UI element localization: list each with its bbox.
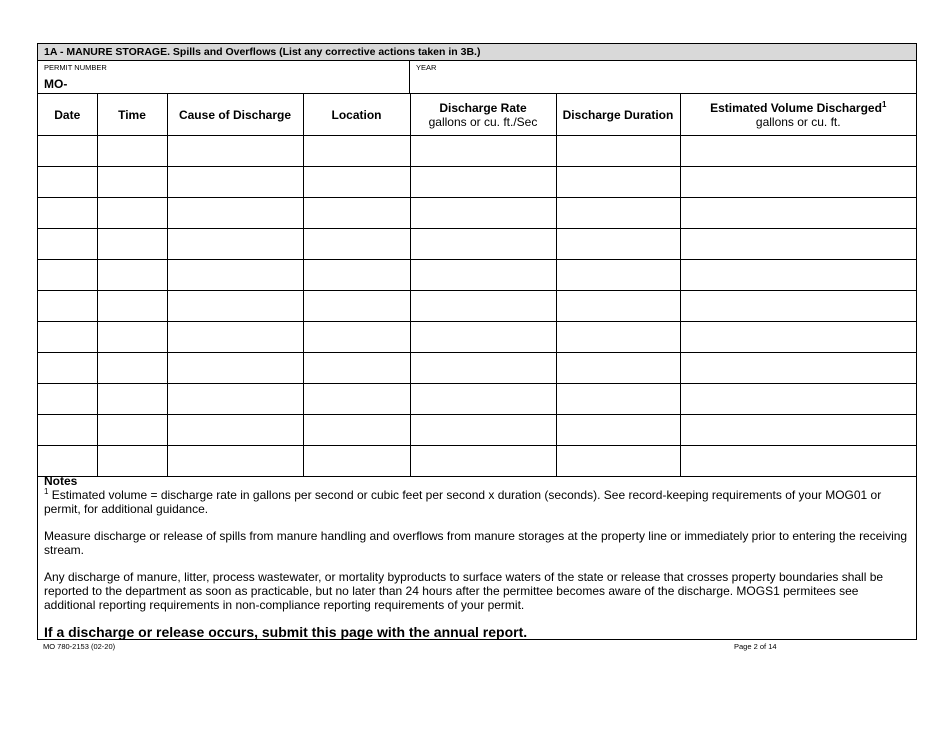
manure-storage-form <box>37 43 917 640</box>
cell-duration[interactable] <box>556 167 680 198</box>
table-row <box>38 136 916 167</box>
table-row <box>38 167 916 198</box>
cell-volume[interactable] <box>680 198 916 229</box>
cell-duration[interactable] <box>556 353 680 384</box>
cell-volume[interactable] <box>680 291 916 322</box>
cell-location[interactable] <box>303 353 410 384</box>
header-row <box>38 94 916 136</box>
cell-volume[interactable] <box>680 260 916 291</box>
notes-section <box>44 474 910 625</box>
cell-rate[interactable] <box>410 322 556 353</box>
cell-rate[interactable] <box>410 260 556 291</box>
cell-date[interactable] <box>38 291 97 322</box>
permit-number-value: MO- <box>44 77 68 91</box>
cell-date[interactable] <box>38 415 97 446</box>
cell-volume[interactable] <box>680 167 916 198</box>
cell-volume[interactable] <box>680 446 916 477</box>
cell-duration[interactable] <box>556 198 680 229</box>
cell-time[interactable] <box>97 322 167 353</box>
cell-cause[interactable] <box>167 353 303 384</box>
cell-duration[interactable] <box>556 291 680 322</box>
cell-duration[interactable] <box>556 415 680 446</box>
cell-volume[interactable] <box>680 415 916 446</box>
notes-heading: Notes <box>44 474 78 488</box>
cell-cause[interactable] <box>167 446 303 477</box>
discharge-table <box>38 93 916 477</box>
table-row <box>38 260 916 291</box>
header-discharge-rate-unit: gallons or cu. ft./Sec <box>428 114 538 129</box>
cell-cause[interactable] <box>167 291 303 322</box>
cell-duration[interactable] <box>556 446 680 477</box>
cell-duration[interactable] <box>556 260 680 291</box>
header-discharge-duration: Discharge Duration <box>556 94 680 136</box>
submit-instruction: If a discharge or release occurs, submit this page with the annual report. <box>44 624 528 640</box>
header-location: Location <box>303 94 410 136</box>
cell-duration[interactable] <box>556 322 680 353</box>
footnote-text: $^1$ Estimated volume = discharge rate in gallons per second or cubic feet per second x duration (seconds). See record-keeping requirements of your MOG01 or permit, for additional guidance. <box>44 487 882 516</box>
cell-time[interactable] <box>97 167 167 198</box>
cell-time[interactable] <box>97 446 167 477</box>
permit-number-field[interactable] <box>38 61 410 93</box>
cell-cause[interactable] <box>167 198 303 229</box>
cell-date[interactable] <box>38 384 97 415</box>
cell-rate[interactable] <box>410 167 556 198</box>
cell-duration[interactable] <box>556 229 680 260</box>
cell-date[interactable] <box>38 136 97 167</box>
header-time: Time <box>97 94 167 136</box>
cell-date[interactable] <box>38 353 97 384</box>
permit-number-label: PERMIT NUMBER <box>44 63 107 72</box>
cell-cause[interactable] <box>167 260 303 291</box>
table-row <box>38 384 916 415</box>
cell-cause[interactable] <box>167 136 303 167</box>
cell-time[interactable] <box>97 136 167 167</box>
cell-time[interactable] <box>97 198 167 229</box>
header-estimated-volume: Estimated Volume Discharged$^1$ gallons or cu. ft. <box>680 94 916 136</box>
cell-date[interactable] <box>38 322 97 353</box>
header-cause: Cause of Discharge <box>167 94 303 136</box>
cell-date[interactable] <box>38 446 97 477</box>
table-row <box>38 198 916 229</box>
cell-date[interactable] <box>38 167 97 198</box>
cell-date[interactable] <box>38 229 97 260</box>
cell-date[interactable] <box>38 260 97 291</box>
table-row <box>38 415 916 446</box>
cell-time[interactable] <box>97 260 167 291</box>
year-label: YEAR <box>416 63 437 72</box>
cell-rate[interactable] <box>410 415 556 446</box>
cell-volume[interactable] <box>680 384 916 415</box>
cell-location[interactable] <box>303 136 410 167</box>
header-discharge-rate: Discharge Rate gallons or cu. ft./Sec <box>410 94 556 136</box>
measure-note: Measure discharge or release of spills from manure handling and overflows from manure storages at the property line or immediately prior to entering the receiving stream. <box>44 529 908 557</box>
cell-location[interactable] <box>303 291 410 322</box>
cell-duration[interactable] <box>556 384 680 415</box>
cell-location[interactable] <box>303 229 410 260</box>
table-row <box>38 322 916 353</box>
cell-location[interactable] <box>303 446 410 477</box>
table-row <box>38 446 916 477</box>
reporting-note: Any discharge of manure, litter, process wastewater, or mortality byproducts to surface waters of the state or release that crosses property boundaries shall be reported to the department as soon as practicable, but no later than 24 hours after the permittee becomes aware of the discharge. MOGS1 permitees see additional reporting requirements in non-compliance reporting requirements of your permit. <box>44 570 884 612</box>
cell-time[interactable] <box>97 384 167 415</box>
cell-rate[interactable] <box>410 136 556 167</box>
cell-volume[interactable] <box>680 353 916 384</box>
table-row <box>38 353 916 384</box>
footnote-mark: 1 <box>44 487 49 496</box>
cell-volume[interactable] <box>680 229 916 260</box>
cell-duration[interactable] <box>556 136 680 167</box>
cell-location[interactable] <box>303 260 410 291</box>
cell-rate[interactable] <box>410 198 556 229</box>
cell-time[interactable] <box>97 353 167 384</box>
cell-cause[interactable] <box>167 229 303 260</box>
cell-location[interactable] <box>303 384 410 415</box>
cell-time[interactable] <box>97 229 167 260</box>
cell-rate[interactable] <box>410 291 556 322</box>
cell-cause[interactable] <box>167 384 303 415</box>
cell-location[interactable] <box>303 415 410 446</box>
year-field[interactable] <box>410 61 916 93</box>
cell-location[interactable] <box>303 167 410 198</box>
cell-cause[interactable] <box>167 415 303 446</box>
cell-cause[interactable] <box>167 322 303 353</box>
table-row <box>38 229 916 260</box>
cell-date[interactable] <box>38 198 97 229</box>
cell-time[interactable] <box>97 415 167 446</box>
table-row <box>38 291 916 322</box>
cell-volume[interactable] <box>680 322 916 353</box>
cell-rate[interactable] <box>410 384 556 415</box>
cell-volume[interactable] <box>680 136 916 167</box>
header-date: Date <box>38 94 97 136</box>
footnote-ref: 1 <box>881 99 887 109</box>
cell-rate[interactable] <box>410 446 556 477</box>
page-number: Page 2 of 14 <box>734 642 777 651</box>
form-number: MO 780-2153 (02-20) <box>43 642 116 651</box>
header-estimated-volume-unit: gallons or cu. ft. <box>755 114 841 129</box>
cell-location[interactable] <box>303 198 410 229</box>
cell-location[interactable] <box>303 322 410 353</box>
cell-rate[interactable] <box>410 353 556 384</box>
section-title: 1A - MANURE STORAGE. Spills and Overflows (List any corrective actions taken in 3B.) <box>38 44 916 61</box>
cell-time[interactable] <box>97 291 167 322</box>
cell-cause[interactable] <box>167 167 303 198</box>
cell-rate[interactable] <box>410 229 556 260</box>
